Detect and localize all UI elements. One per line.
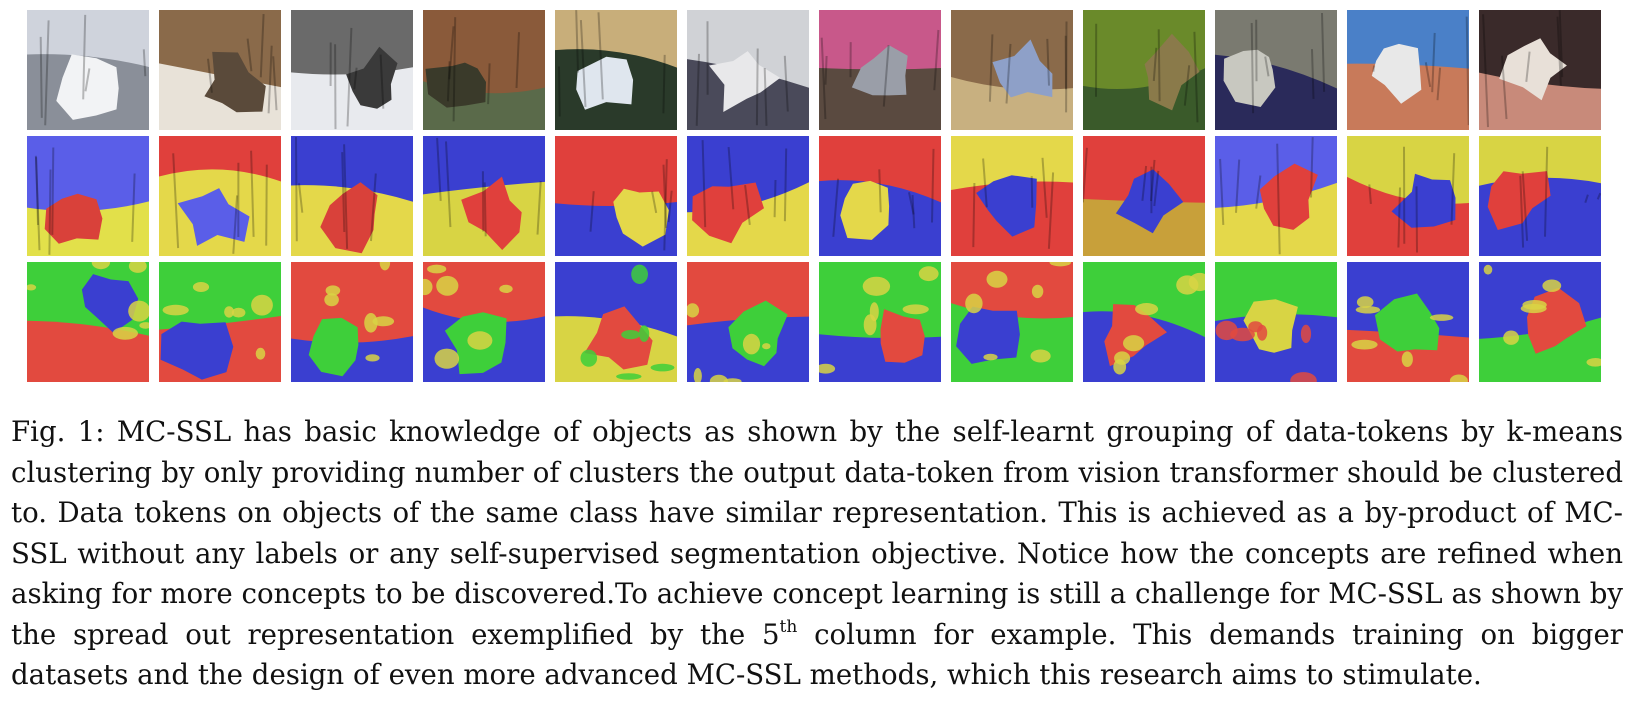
figure-tile-segmentation-coarse-mushroom [423,136,545,256]
figure-tile-segmentation-coarse-teddy-bears [819,136,941,256]
figure-tile-segmentation-coarse-snake-hand [1479,136,1601,256]
figure-grid [27,10,1607,382]
figure-tile-segmentation-fine-teddy-bears [819,262,941,382]
figure-tile-segmentation-fine-construction-crane [1347,262,1469,382]
figure-tile-segmentation-coarse-group-photo [687,136,809,256]
caption-text-continued: column for example. This demands training on bigger datasets and the design of even more advanced MC-SSL methods, which this research aims to stimulate. [11,617,1623,691]
figure-tile-input-field-tractor [555,10,677,130]
figure-tile-segmentation-fine-snowy-forest [291,262,413,382]
figure-tile-input-snake-hand [1479,10,1601,130]
figure-tile-segmentation-coarse-dogs [159,136,281,256]
figure-tile-segmentation-fine-dogs [159,262,281,382]
caption-text: Fig. 1: MC-SSL has basic knowledge of objects as shown by the self-learnt grouping of data-tokens by k-means clustering by only providing number of clusters the output data-token from vision transformer should be clustered to. Data tokens on objects of the same class have similar representation. This is achieved as a by-product of MC-SSL without any labels or any self-supervised segmentation objective. Notice how the concepts are refined when asking for more concepts to be discovered.To achieve concept learning is still a challenge for MC-SSL as shown by the spread out representation exemplified by the 5 [11,415,1623,651]
figure-tile-segmentation-fine-snake-hand [1479,262,1601,382]
figure-tile-input-dogs [159,10,281,130]
figure-tile-input-barn [951,10,1073,130]
figure-tile-input-skiers [27,10,149,130]
figure-tile-input-snowy-forest [291,10,413,130]
figure-tile-input-construction-crane [1347,10,1469,130]
figure-tile-segmentation-fine-barn [951,262,1073,382]
figure-tile-segmentation-coarse-skiers [27,136,149,256]
figure-tile-input-teddy-bears [819,10,941,130]
figure-caption [11,412,1623,696]
figure-tile-segmentation-coarse-construction-crane [1347,136,1469,256]
caption-superscript: th [779,616,798,637]
figure-tile-input-mushroom [423,10,545,130]
figure-tile-segmentation-coarse-bird-branches [1083,136,1205,256]
figure-tile-segmentation-coarse-field-tractor [555,136,677,256]
figure-tile-segmentation-coarse-snowy-forest [291,136,413,256]
figure-tile-segmentation-fine-skiers [27,262,149,382]
figure-tile-segmentation-fine-mushroom [423,262,545,382]
figure-tile-segmentation-fine-field-tractor [555,262,677,382]
figure-tile-segmentation-coarse-barn [951,136,1073,256]
figure-tile-input-group-photo [687,10,809,130]
figure-tile-segmentation-fine-mortarboard-sign [1215,262,1337,382]
figure-tile-input-mortarboard-sign [1215,10,1337,130]
figure-tile-segmentation-fine-group-photo [687,262,809,382]
figure-tile-input-bird-branches [1083,10,1205,130]
figure-tile-segmentation-coarse-mortarboard-sign [1215,136,1337,256]
figure-tile-segmentation-fine-bird-branches [1083,262,1205,382]
